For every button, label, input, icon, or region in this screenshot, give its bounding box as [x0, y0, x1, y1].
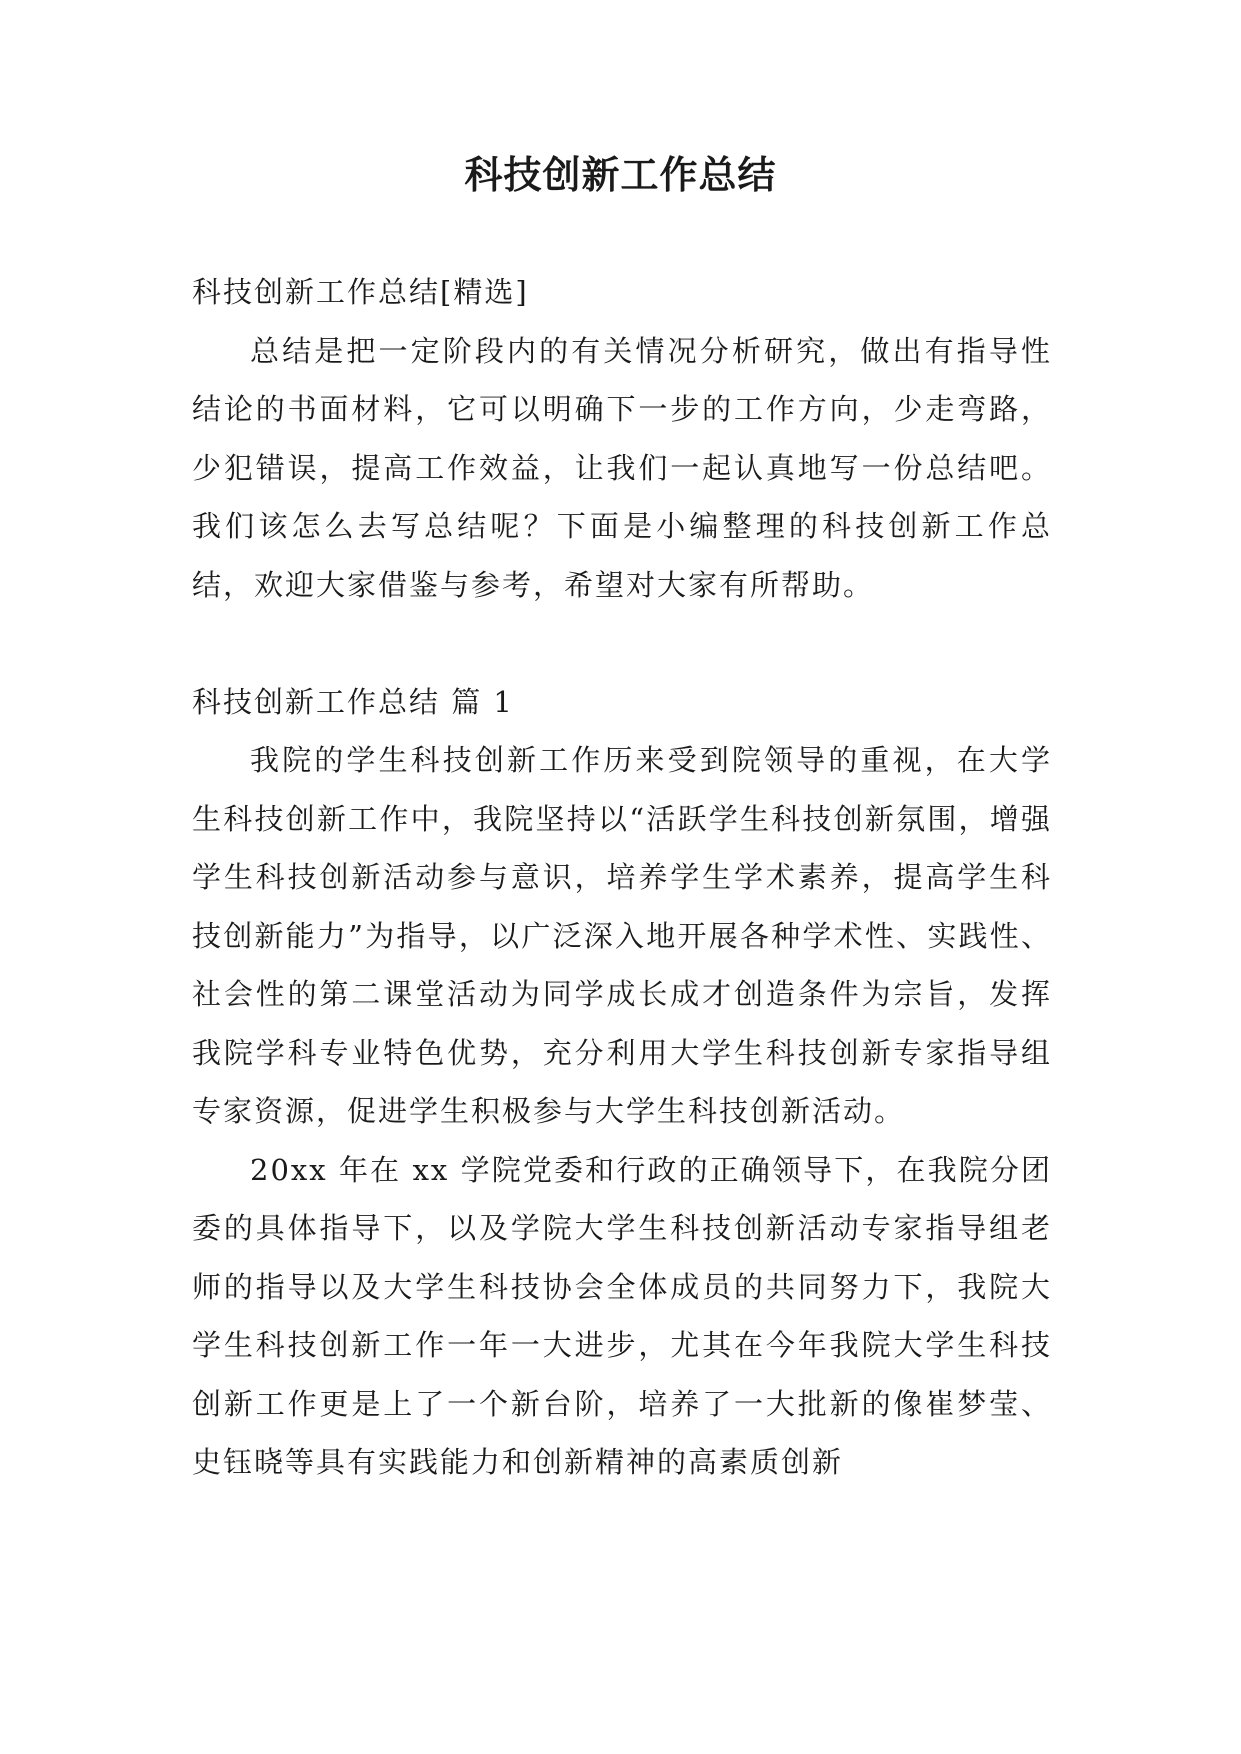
section1-paragraph-2: 20xx 年在 xx 学院党委和行政的正确领导下，在我院分团委的具体指导下，以及学院大学生科技创新活动专家指导组老师的指导以及大学生科技协会全体成员的共同努力下，我院大学生科技创新工作一年一大进步，尤其在今年我院大学生科技创新工作更是上了一个新台阶，培养了一大批新的像崔梦莹、史钰晓等具有实践能力和创新精神的高素质创新: [192, 1152, 1052, 1479]
section1-heading: 科技创新工作总结 篇 1: [192, 684, 514, 719]
document-title: 科技创新工作总结: [464, 153, 777, 197]
document-body: [192, 263, 1052, 1492]
section-spacer: [192, 614, 1052, 673]
section1-paragraph-1: 我院的学生科技创新工作历来受到院领导的重视，在大学生科技创新工作中，我院坚持以“活跃学生科技创新氛围，增强学生科技创新活动参与意识，培养学生学术素养，提高学生科技创新能力”为指导，以广泛深入地开展各种学术性、实践性、社会性的第二课堂活动为同学成长成才创造条件为宗旨，发挥我院学科专业特色优势，充分利用大学生科技创新专家指导组专家资源，促进学生积极参与大学生科技创新活动。: [192, 743, 1052, 1128]
intro-heading: 科技创新工作总结[精选]: [192, 275, 529, 309]
intro-paragraph: 总结是把一定阶段内的有关情况分析研究，做出有指导性结论的书面材料，它可以明确下一步的工作方向，少走弯路，少犯错误，提高工作效益，让我们一起认真地写一份总结吧。我们该怎么去写总结呢？下面是小编整理的科技创新工作总结，欢迎大家借鉴与参考，希望对大家有所帮助。: [192, 333, 1052, 602]
